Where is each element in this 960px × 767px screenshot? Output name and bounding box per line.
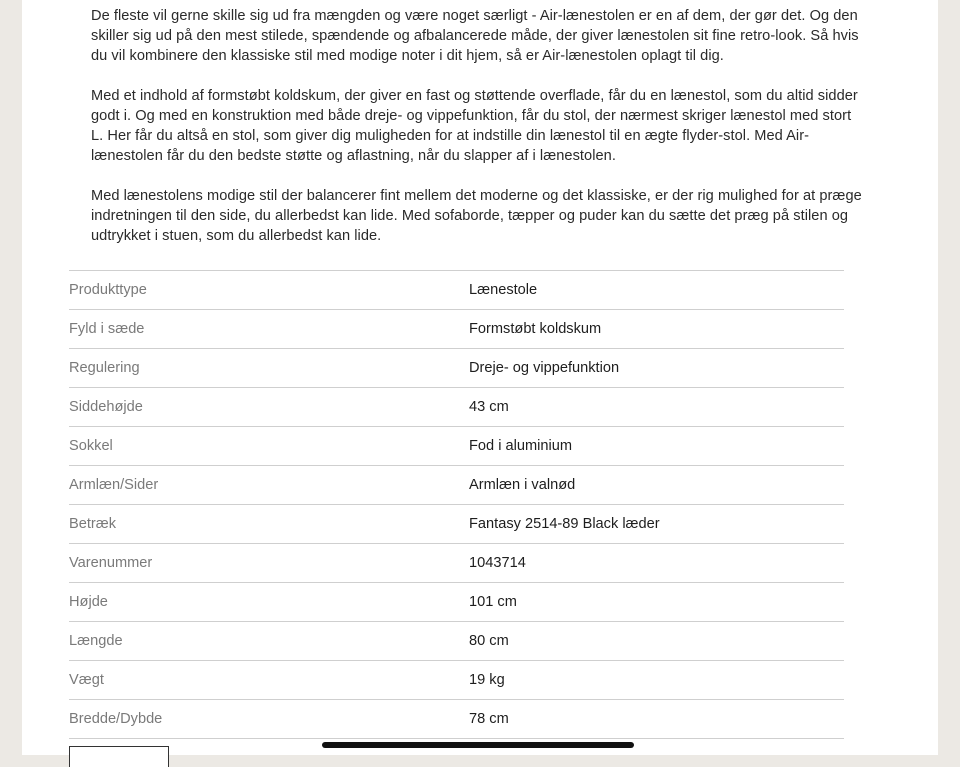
spec-row-bredde bbox=[69, 700, 844, 739]
spec-row-produkttype bbox=[69, 271, 844, 310]
spec-label: Bredde/Dybde bbox=[69, 711, 163, 727]
spec-row-vaegt bbox=[69, 661, 844, 700]
spec-value: Dreje- og vippefunktion bbox=[469, 360, 620, 376]
spec-label: Armlæn/Sider bbox=[69, 477, 159, 493]
description-paragraph-1: De fleste vil gerne skille sig ud fra mængden og være noget særligt - Air-lænestolen er en af dem, der gør det. Og den skiller sig ud på den mest stilede, spændende og afbalancerede måde, der giver lænestolen sit fine retro-look. Så hvis du vil kombinere den klassiske stil med modige noter i dit hjem, så er Air-lænestolen oplagt til dig. bbox=[91, 8, 859, 64]
product-description bbox=[91, 6, 867, 266]
spec-label: Regulering bbox=[69, 360, 140, 376]
spec-row-armlaen bbox=[69, 466, 844, 505]
spec-row-siddehojde bbox=[69, 388, 844, 427]
spec-value: Armlæn i valnød bbox=[469, 477, 576, 493]
spec-row-fyld bbox=[69, 310, 844, 349]
spec-row-hojde bbox=[69, 583, 844, 622]
spec-value: Lænestole bbox=[469, 282, 538, 298]
spec-row-varenummer bbox=[69, 544, 844, 583]
spec-label: Vægt bbox=[69, 672, 104, 688]
spec-value: 43 cm bbox=[469, 399, 509, 415]
spec-value: 1043714 bbox=[469, 555, 526, 571]
spec-label: Produkttype bbox=[69, 282, 147, 298]
spec-row-sokkel bbox=[69, 427, 844, 466]
spec-value: 19 kg bbox=[469, 672, 505, 688]
spec-value: Fod i aluminium bbox=[469, 438, 573, 454]
spec-row-regulering bbox=[69, 349, 844, 388]
spec-table bbox=[69, 270, 844, 739]
spec-label: Længde bbox=[69, 633, 123, 649]
spec-row-betraek bbox=[69, 505, 844, 544]
spec-label: Betræk bbox=[69, 516, 117, 532]
spec-label: Højde bbox=[69, 594, 108, 610]
description-paragraph-3: Med lænestolens modige stil der balancerer fint mellem det moderne og det klassiske, er der rig mulighed for at præge indretningen til den side, du allerbedst kan lide. Med sofaborde, tæpper og puder kan du sætte det præg på stilen og udtrykket i stuen, som du allerbedst kan lide. bbox=[91, 188, 862, 244]
spec-label: Fyld i sæde bbox=[69, 321, 145, 337]
spec-value: Fantasy 2514-89 Black læder bbox=[469, 516, 660, 532]
partial-button[interactable] bbox=[69, 746, 169, 767]
spec-label: Sokkel bbox=[69, 438, 113, 454]
spec-value: 101 cm bbox=[469, 594, 517, 610]
spec-label: Siddehøjde bbox=[69, 399, 143, 415]
spec-value: 78 cm bbox=[469, 711, 509, 727]
spec-value: 80 cm bbox=[469, 633, 509, 649]
spec-value: Formstøbt koldskum bbox=[469, 321, 602, 337]
description-paragraph-2: Med et indhold af formstøbt koldskum, der giver en fast og støttende overflade, får du en lænestol, som du altid sidder godt i. Og med en konstruktion med både dreje- og vippefunktion, får du stol, der nærmest skriger lænestol med stort L. Her får du altså en stol, som giver dig muligheden for at indstille din lænestol til en ægte flyder-stol. Med Air-lænestolen får du den bedste støtte og aflastning, når du slapper af i lænestolen. bbox=[91, 88, 858, 164]
spec-label: Varenummer bbox=[69, 555, 153, 571]
home-indicator-bar[interactable] bbox=[322, 742, 634, 748]
spec-row-laengde bbox=[69, 622, 844, 661]
